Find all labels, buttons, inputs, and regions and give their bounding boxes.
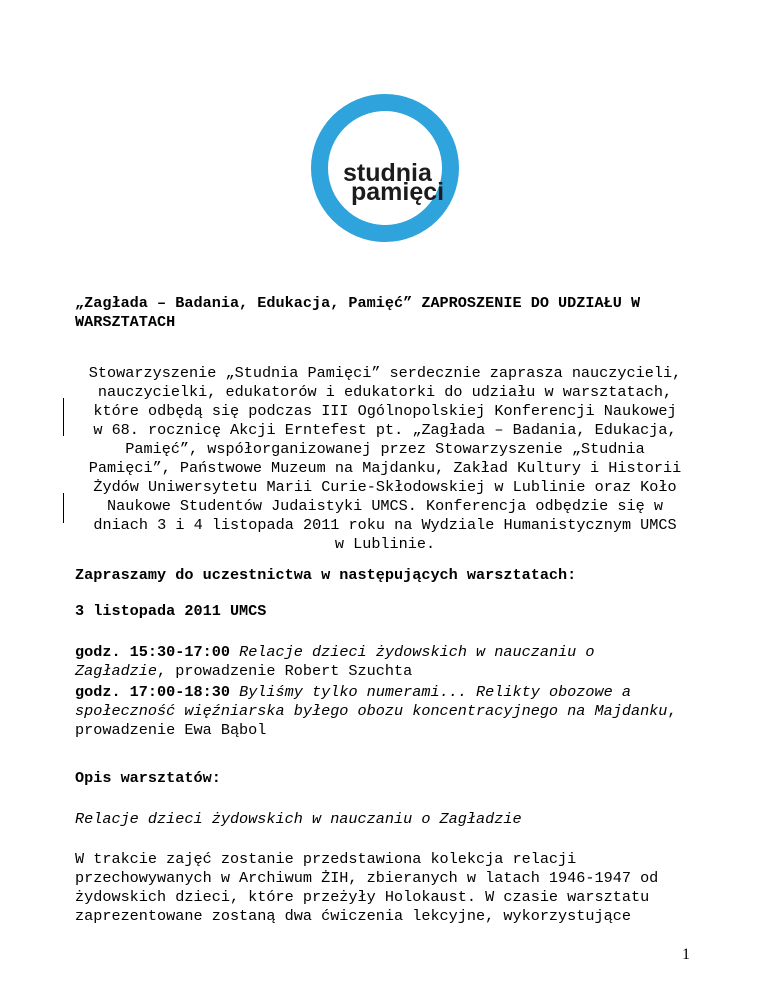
description-paragraph [75,850,695,926]
schedule-host: , prowadzenie Robert Szuchta [157,662,413,680]
intro-line: Pamięć”, współorganizowanej przez Stowarzyszenie „Studnia [125,440,645,458]
schedule-item [75,643,695,681]
description-line: W trakcie zajęć zostanie przedstawiona kolekcja relacji [75,850,577,868]
document-title [75,294,695,332]
date-heading: 3 listopada 2011 UMCS [75,602,267,620]
studnia-pamieci-logo [311,94,459,242]
schedule-line [75,662,695,681]
intro-line: Naukowe Studentów Judaistyki UMCS. Konferencja odbędzie się w [107,497,663,515]
title-line: „Zagłada – Badania, Edukacja, Pamięć” ZAPROSZENIE DO UDZIAŁU W [75,294,641,312]
schedule-punct: , [667,702,677,720]
intro-line: w Lublinie. [334,535,436,553]
description-line: zaprezentowane zostaną dwa ćwiczenia lekcyjne, wykorzystujące [75,907,631,925]
intro-line: dniach 3 i 4 listopada 2011 roku na Wydziale Humanistycznym UMCS [93,516,677,534]
intro-line: nauczycielki, edukatorów i edukatorki do udziału w warsztatach, [97,383,673,401]
intro-line: Stowarzyszenie „Studnia Pamięci” serdecznie zaprasza nauczycieli, [88,364,682,382]
description-line: żydowskich dzieci, które przeżyły Holokaust. W czasie warsztatu [75,888,650,906]
description-heading: Opis warsztatów: [75,769,221,787]
change-bar [63,398,64,436]
intro-paragraph [70,364,700,554]
invite-heading: Zapraszamy do uczestnictwa w następujących warsztatach: [75,566,577,584]
intro-line: Żydów Uniwersytetu Marii Curie-Skłodowskiej w Lublinie oraz Koło [93,478,677,496]
schedule-host: prowadzenie Ewa Bąbol [75,721,267,739]
logo-word-studnia: studnia [343,159,432,187]
workshop-title-link: Byliśmy tylko numerami... Relikty obozowe a [239,683,631,701]
logo-word-pamieci: pamięci [351,178,445,206]
workshop-title-link: Zagładzie [75,662,158,680]
schedule-line [75,683,695,702]
workshop-title-link: Relacje dzieci żydowskich w nauczaniu o [239,643,595,661]
workshop-heading: Relacje dzieci żydowskich w nauczaniu o Zagładzie [75,810,522,828]
description-line: przechowywanych w Archiwum ŻIH, zbieranych w latach 1946-1947 od [75,869,659,887]
intro-line: w 68. rocznicę Akcji Erntefest pt. „Zagłada – Badania, Edukacja, [93,421,677,439]
intro-line: Pamięci”, Państwowe Muzeum na Majdanku, Zakład Kultury i Historii [88,459,682,477]
schedule-time: godz. 15:30-17:00 [75,643,230,661]
title-line: WARSZTATACH [75,313,176,331]
intro-line: które odbędą się podczas III Ogólnopolskiej Konferencji Naukowej [93,402,677,420]
workshop-title-link: społeczność więźniarska byłego obozu koncentracyjnego na Majdanku [75,702,668,720]
schedule-item [75,683,695,740]
schedule-line [75,702,695,721]
change-bar [63,493,64,523]
schedule-time: godz. 17:00-18:30 [75,683,230,701]
page-number: 1 [682,946,690,963]
schedule-line [75,643,695,662]
